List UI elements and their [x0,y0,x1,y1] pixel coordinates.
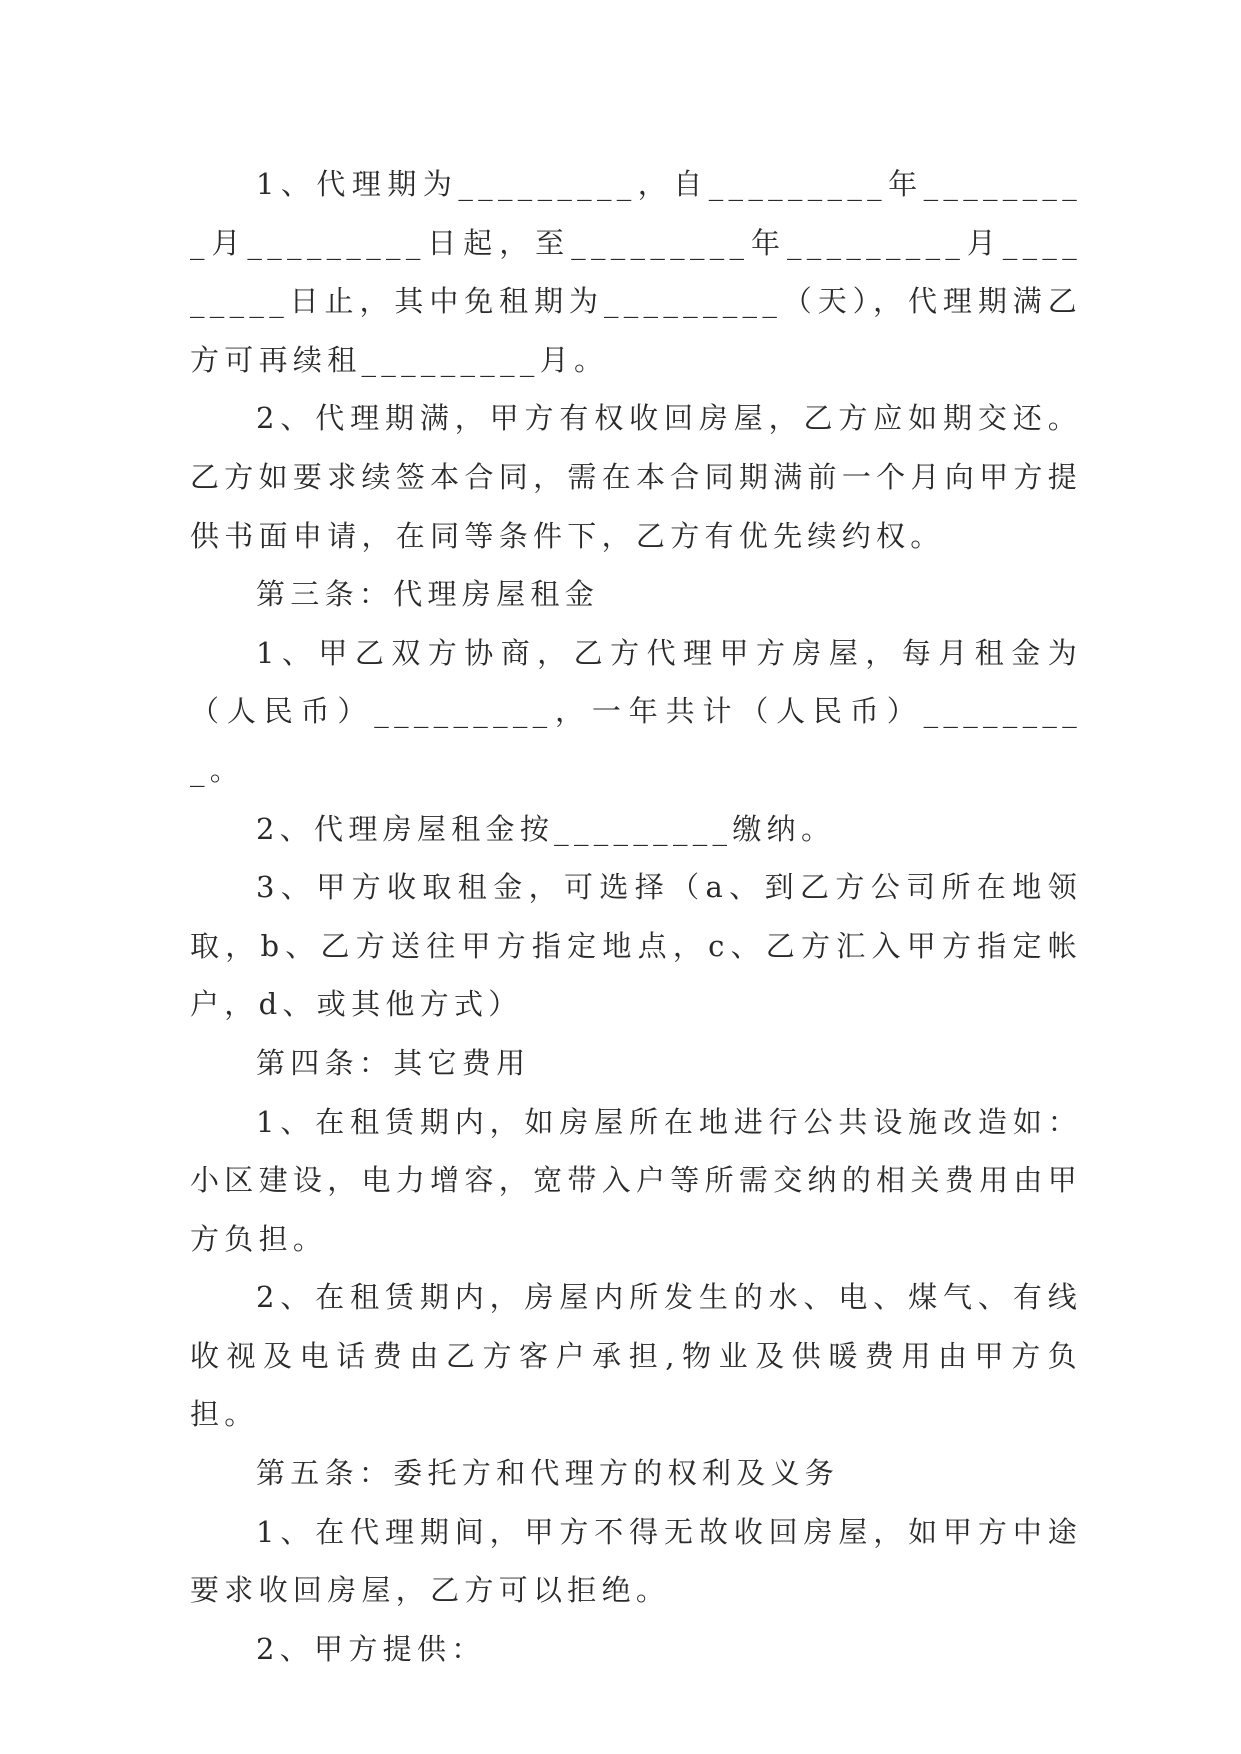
heading-article-3: 第三条：代理房屋租金 [256,577,600,612]
heading-article-4: 第四条：其它费用 [256,1045,531,1080]
paragraph-rent-collection: 3、甲方收取租金，可选择（a、到乙方公司所在地领取，b、乙方送往甲方指定地点，c、乙方汇入甲方指定帐户，d、或其他方式） [190,870,1082,1022]
paragraph-agency-expiry: 2、代理期满，甲方有权收回房屋，乙方应如期交还。乙方如要求续签本合同，需在本合同期满前一个月向甲方提供书面申请，在同等条件下，乙方有优先续约权。 [190,401,1082,553]
paragraph-rent-payment: 2、代理房屋租金按_________缴纳。 [256,811,836,846]
paragraph-no-recall: 1、在代理期间，甲方不得无故收回房屋，如甲方中途要求收回房屋，乙方可以拒绝。 [190,1514,1082,1608]
paragraph-utility-fees: 2、在租赁期内，房屋内所发生的水、电、煤气、有线收视及电话费由乙方客户承担,物业及供暖费用由甲方负担。 [190,1280,1082,1432]
document-body [190,155,1082,1678]
paragraph-monthly-rent: 1、甲乙双方协商，乙方代理甲方房屋，每月租金为（人民币）_________，一年共计（人民币）_________。 [190,635,1082,787]
heading-article-5: 第五条：委托方和代理方的权利及义务 [256,1456,840,1491]
paragraph-party-a-provides: 2、甲方提供： [256,1631,486,1666]
paragraph-public-facility-fees: 1、在租赁期内，如房屋所在地进行公共设施改造如：小区建设，电力增容，宽带入户等所需交纳的相关费用由甲方负担。 [190,1104,1082,1256]
paragraph-agency-period: 1、代理期为_________，自_________年_________月_________日起，至_________年_________月_________日止，其中免租期为_________（天），代理期满乙方可再续租_________月。 [190,167,1082,377]
